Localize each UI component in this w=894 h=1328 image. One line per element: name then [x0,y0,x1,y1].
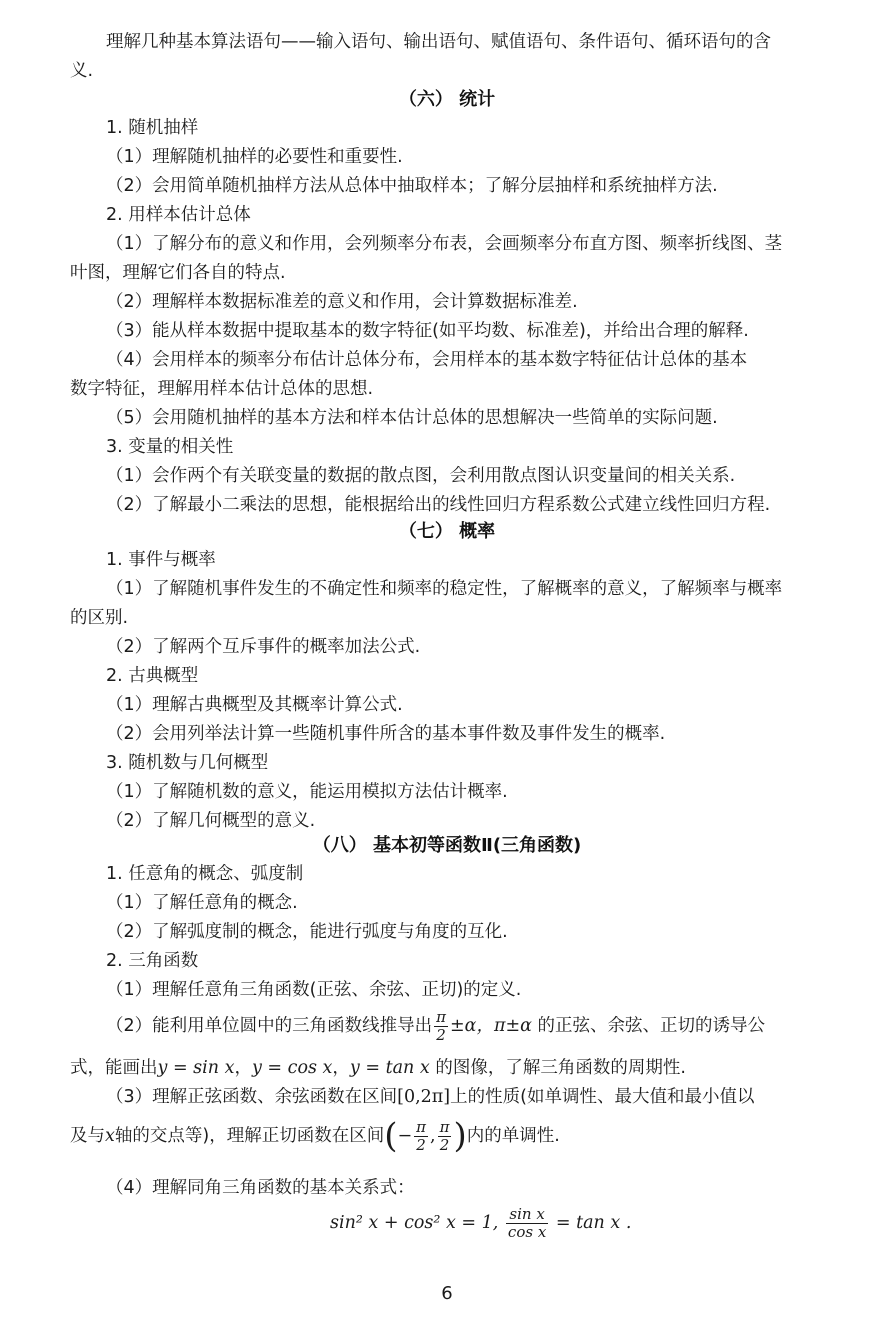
s8-2-item-2a [106,1006,765,1046]
s8-2-item-3b-post: 内的单调性. [466,1126,560,1146]
s6-3-title: 3. 变量的相关性 [106,437,234,457]
s7-2-item-1: （1）理解古典概型及其概率计算公式. [106,695,403,715]
section-7-heading: （七） 概率 [398,521,496,542]
s8-2-item-3b-mid: 轴的交点等)，理解正切函数在区间 [114,1126,385,1146]
s8-1-item-1: （1）了解任意角的概念. [106,893,298,913]
s6-2-title: 2. 用样本估计总体 [106,205,251,225]
open-interval-left-paren: ( [384,1116,398,1156]
s7-1-item-1a: （1）了解随机事件发生的不确定性和频率的稳定性，了解概率的意义，了解频率与概率 [106,579,783,599]
s7-3-title: 3. 随机数与几何概型 [106,753,269,773]
s6-1-title: 1. 随机抽样 [106,118,199,138]
s8-2-item-2b: 式，能画出y = sin x，y = cos x，y = tan x 的图像，了解三角函数的周期性. [70,1058,686,1078]
s6-2-item-2: （2）理解样本数据标准差的意义和作用，会计算数据标准差. [106,292,578,312]
s8-1-item-2: （2）了解弧度制的概念，能进行弧度与角度的互化. [106,922,508,942]
page-number: 6 [441,1283,453,1304]
neg-pi-over-2-fraction: $\frac{\pi}{2}$ [416,1117,426,1154]
s8-2-item-2b-post: 的图像，了解三角函数的周期性. [435,1058,686,1078]
s8-2-item-3b-pre: 及与 [70,1126,105,1146]
s6-2-item-1b: 叶图，理解它们各自的特点. [70,263,286,283]
s6-1-item-1: （1）理解随机抽样的必要性和重要性. [106,147,403,167]
s6-2-item-5: （5）会用随机抽样的基本方法和样本估计总体的思想解决一些简单的实际问题. [106,408,718,428]
s8-2-item-3b [70,1114,560,1158]
s6-2-item-4a: （4）会用样本的频率分布估计总体分布，会用样本的基本数字特征估计总体的基本 [106,350,748,370]
s6-2-item-3: （3）能从样本数据中提取基本的数字特征(如平均数、标准差)，并给出合理的解释. [106,321,749,341]
s8-2-item-2a-post: 的正弦、余弦、正切的诱导公 [537,1016,766,1036]
formula-tan: y = tan x [349,1058,430,1078]
pi-over-2-fraction: $\frac{\pi}{2}$ [436,1007,446,1044]
intro-line-1: 理解几种基本算法语句——输入语句、输出语句、赋值语句、条件语句、循环语句的含 [106,32,771,52]
s8-2-item-4: （4）理解同角三角函数的基本关系式： [106,1178,415,1198]
s8-2-item-3a-post: 上的性质(如单调性、最大值和最小值以 [450,1087,755,1107]
minus-sign: − [397,1126,413,1146]
s6-2-item-4b: 数字特征，理解用样本估计总体的思想. [70,379,374,399]
s8-1-title: 1. 任意角的概念、弧度制 [106,864,304,884]
formula-sin: y = sin x [157,1058,235,1078]
x-symbol: x [105,1126,115,1146]
s7-1-item-2: （2）了解两个互斥事件的概率加法公式. [106,637,421,657]
s6-2-item-1a: （1）了解分布的意义和作用，会列频率分布表，会画频率分布直方图、频率折线图、茎 [106,234,783,254]
section-8-heading: （八） 基本初等函数Ⅱ(三角函数) [312,835,582,856]
s7-1-title: 1. 事件与概率 [106,550,216,570]
comma: , [430,1126,436,1146]
s6-3-item-2: （2）了解最小二乘法的思想，能根据给出的线性回归方程系数公式建立线性回归方程. [106,495,771,515]
s7-1-item-1b: 的区别. [70,608,129,628]
s8-2-item-3a-pre: （3）理解正弦函数、余弦函数在区间 [106,1087,398,1107]
s7-2-item-2: （2）会用列举法计算一些随机事件所含的基本事件数及事件发生的概率. [106,724,666,744]
open-interval-right-paren: ) [453,1116,467,1156]
formula-cos: y = cos x [251,1058,333,1078]
s8-2-title: 2. 三角函数 [106,951,199,971]
s6-3-item-1: （1）会作两个有关联变量的数据的散点图，会利用散点图认识变量间的相关关系. [106,466,736,486]
s8-2-item-2a-pre: （2）能利用单位圆中的三角函数线推导出 [106,1016,433,1036]
s7-3-item-2: （2）了解几何概型的意义. [106,811,316,831]
s7-2-title: 2. 古典概型 [106,666,199,686]
s6-1-item-2: （2）会用简单随机抽样方法从总体中抽取样本；了解分层抽样和系统抽样方法. [106,176,718,196]
pi-over-2-fraction-right: $\frac{\pi}{2}$ [439,1117,450,1154]
plus-minus-alpha: ±α，π±α [450,1016,532,1036]
s8-2-item-2b-pre: 式，能画出 [70,1058,158,1078]
equals-tan: = tan x . [555,1213,632,1233]
s8-2-item-1: （1）理解任意角三角函数(正弦、余弦、正切)的定义. [106,980,522,1000]
intro-line-2: 义. [70,61,94,81]
s8-2-item-3a [106,1086,754,1108]
s7-3-item-1: （1）了解随机数的意义，能运用模拟方法估计概率. [106,782,508,802]
interval-0-2pi: [0,2π] [397,1087,451,1107]
pythagorean-identity: sin² x + cos² x = 1, [330,1213,499,1233]
identity-formula [330,1200,631,1246]
sin-over-cos-fraction: $\frac{\text{sin x}}{\text{cos x}}$ [507,1204,547,1241]
section-6-heading: （六） 统计 [398,89,496,110]
